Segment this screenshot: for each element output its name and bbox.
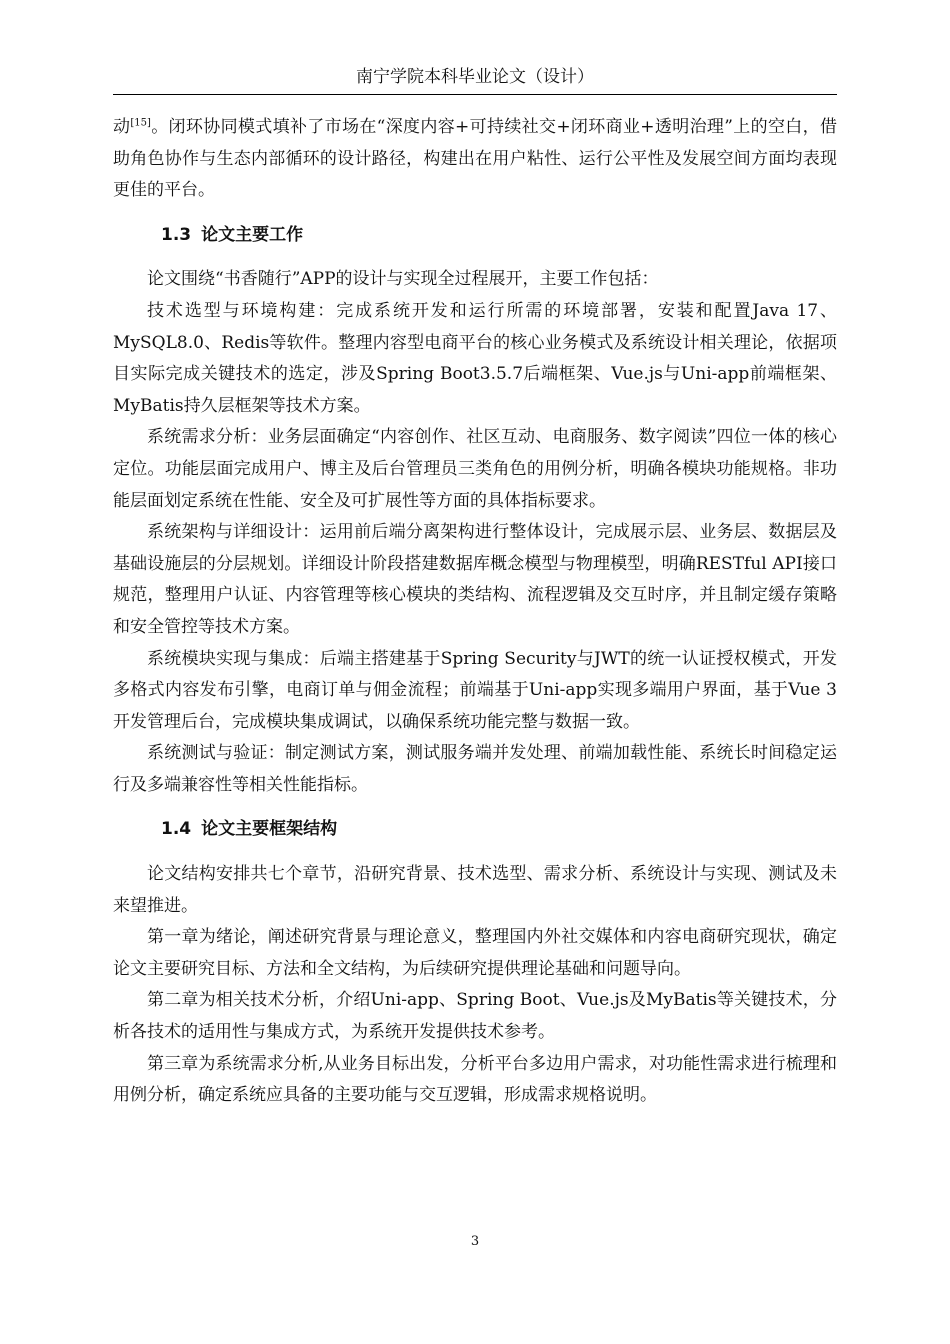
page-header-title: 南宁学院本科毕业论文（设计） (356, 67, 594, 87)
section-title: 论文主要框架结构 (201, 819, 338, 840)
paragraph: 技术选型与环境构建：完成系统开发和运行所需的环境部署，安装和配置Java 17、MySQL8.0、Redis等软件。整理内容型电商平台的核心业务模式及系统设计相关理论，依据项目实际完成关键技术的选定，涉及Spring Boot3.5.7后端框架、Vue.js与Uni-app前端框架、MyBatis持久层框架等技术方案。 (113, 300, 837, 416)
section-heading-1-3 (113, 220, 837, 252)
paragraph: 第一章为绪论，阐述研究背景与理论意义，整理国内外社交媒体和内容电商研究现状，确定论文主要研究目标、方法和全文结构，为后续研究提供理论基础和问题导向。 (113, 927, 837, 979)
paragraph: 系统测试与验证：制定测试方案，测试服务端并发处理、前端加载性能、系统长时间稳定运行及多端兼容性等相关性能指标。 (113, 743, 837, 795)
page-body (113, 112, 837, 1112)
intro-lead-text: 动 (113, 117, 131, 137)
paragraph: 论文围绕“书香随行”APP的设计与实现全过程展开，主要工作包括： (147, 269, 659, 290)
paragraph: 系统架构与详细设计：运用前后端分离架构进行整体设计，完成展示层、业务层、数据层及基础设施层的分层规划。详细设计阶段搭建数据库概念模型与物理模型，明确RESTful API接口规范，整理用户认证、内容管理等核心模块的类结构、流程逻辑及交互时序，并且制定缓存策略和安全管控等技术方案。 (113, 522, 837, 637)
intro-rest-text: 。闭环协同模式填补了市场在“深度内容+可持续社交+闭环商业+透明治理”上的空白，借助角色协作与生态内部循环的设计路径，构建出在用户粘性、运行公平性及发展空间方面均表现更佳的平台。 (113, 117, 837, 201)
citation-ref: [15] (130, 117, 151, 129)
section-heading-1-4 (113, 814, 837, 846)
section-title: 论文主要工作 (201, 224, 304, 245)
paragraph: 第三章为系统需求分析,从业务目标出发，分析平台多边用户需求，对功能性需求进行梳理和用例分析，确定系统应具备的主要功能与交互逻辑，形成需求规格说明。 (113, 1053, 837, 1106)
paragraph: 第二章为相关技术分析，介绍Uni-app、Spring Boot、Vue.js及MyBatis等关键技术，分析各技术的适用性与集成方式，为系统开发提供技术参考。 (113, 990, 837, 1043)
header-divider (113, 94, 837, 95)
paragraph: 系统需求分析：业务层面确定“内容创作、社区互动、电商服务、数字阅读”四位一体的核心定位。功能层面完成用户、博主及后台管理员三类角色的用例分析，明确各模块功能规格。非功能层面划定系统在性能、安全及可扩展性等方面的具体指标要求。 (113, 427, 837, 511)
section-number: 1.4 (161, 819, 192, 840)
section-number: 1.3 (161, 224, 192, 245)
intro-paragraph (113, 112, 837, 207)
paragraph: 系统模块实现与集成：后端主搭建基于Spring Security与JWT的统一认证授权模式，开发多格式内容发布引擎，电商订单与佣金流程；前端基于Uni-app实现多端用户界面，基于Vue 3开发管理后台，完成模块集成调试，以确保系统功能完整与数据一致。 (113, 648, 837, 732)
paragraph: 论文结构安排共七个章节，沿研究背景、技术选型、需求分析、系统设计与实现、测试及未来望推进。 (113, 864, 837, 916)
page-number: 3 (470, 1234, 480, 1249)
